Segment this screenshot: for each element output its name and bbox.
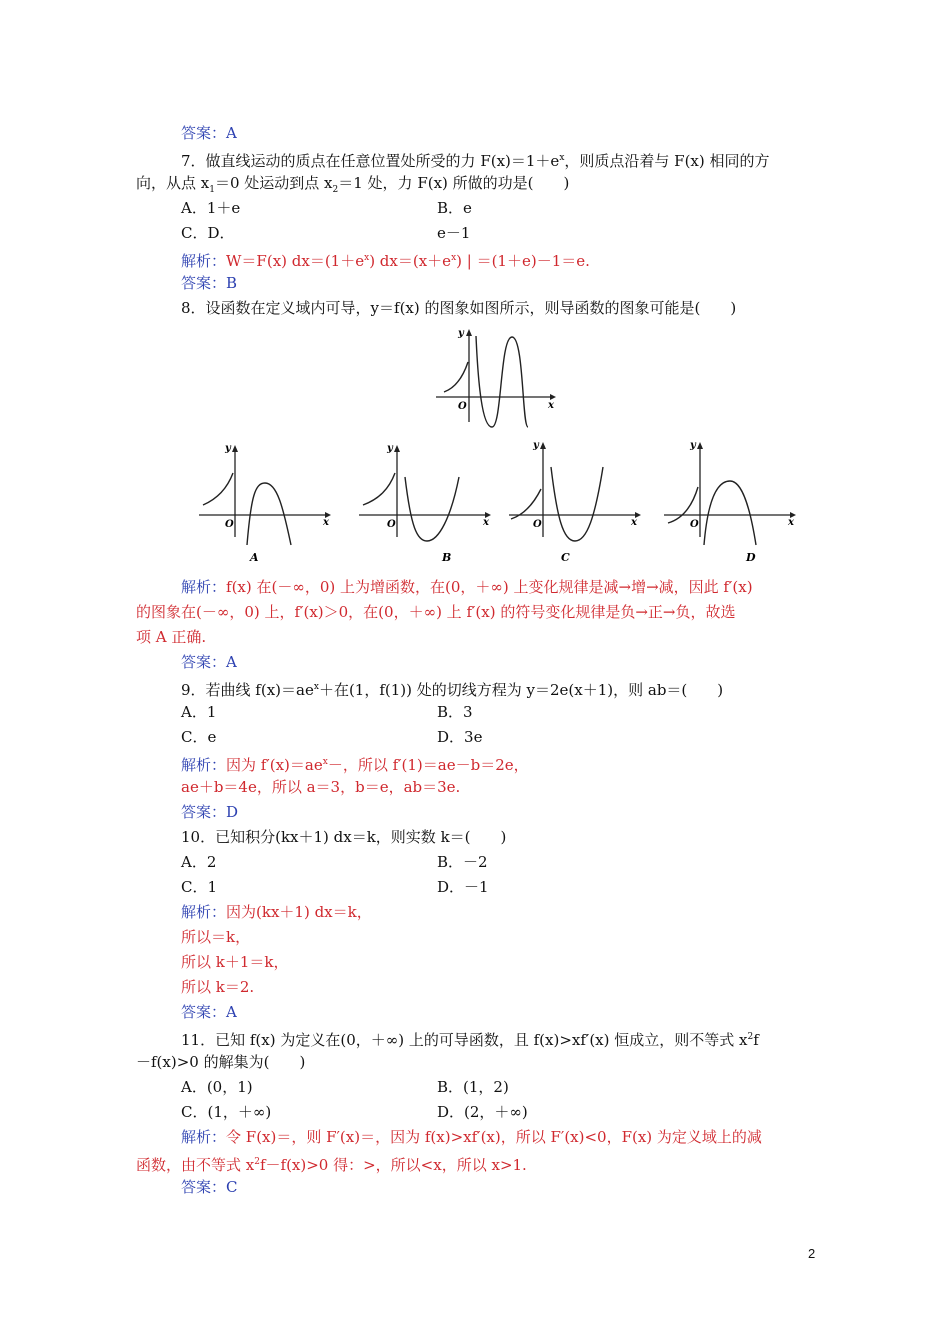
q9-analysis-b: －，所以 f′(1)＝ae－b＝2e， xyxy=(327,756,529,774)
q7-option-a: A．1＋e xyxy=(181,199,241,217)
q11-option-d: D．(2，＋∞) xyxy=(437,1103,528,1121)
q10-option-d: D．－1 xyxy=(437,878,489,896)
graph-c-x-label: x xyxy=(631,517,637,528)
q10-option-b: B．－2 xyxy=(437,853,488,871)
q7-analysis-a: W＝F(x) dx＝(1＋e xyxy=(226,252,365,270)
graph-a-y-arrow xyxy=(232,445,238,452)
answer-q8: 答案：A xyxy=(181,653,237,671)
q9-option-b: B．3 xyxy=(437,703,473,721)
graph-option-c xyxy=(505,437,650,565)
graph-option-d xyxy=(660,437,805,565)
graph-a-y-label: y xyxy=(225,443,231,454)
graph-b-origin: O xyxy=(387,519,396,530)
q11-analysis-sup: 2 xyxy=(254,1157,260,1167)
question-7-line2 xyxy=(136,173,569,200)
graph-b-curve-left xyxy=(363,473,395,505)
q9-option-d: D．3e xyxy=(437,728,483,746)
q7-line2-c: ＝1 处，力 F(x) 所做的功是( ) xyxy=(338,174,570,192)
graph-d-curve-right xyxy=(704,481,756,545)
main-curve-right xyxy=(476,336,528,427)
q8-analysis-line2: 的图象在(－∞，0) 上，f′(x)＞0，在(0，＋∞) 上 f′(x) 的符号变化规律是负→正→负，故选 xyxy=(136,603,736,621)
main-function-graph xyxy=(430,322,570,430)
q7-sub1: 1 xyxy=(209,185,215,195)
graph-c-y-arrow xyxy=(540,442,546,449)
q11-analysis-text1: 令 F(x)＝，则 F′(x)＝，因为 f(x)>xf′(x)，所以 F′(x)<0，F(x) 为定义域上的减 xyxy=(226,1128,762,1146)
question-8-line1: 8．设函数在定义域内可导，y＝f(x) 的图象如图所示，则导函数的图象可能是( ) xyxy=(181,299,737,317)
graph-d-y-label: y xyxy=(690,440,696,451)
q9-analysis-line1 xyxy=(181,752,529,775)
q10-analysis-label: 解析： xyxy=(181,903,227,921)
question-7-line1 xyxy=(181,148,770,171)
q8-analysis-text1: f(x) 在(－∞，0) 上为增函数，在(0，＋∞) 上变化规律是减→增→减，因此 f′(x) xyxy=(226,578,753,596)
q7-text-b: ，则质点沿着与 F(x) 相同的方 xyxy=(564,152,770,170)
graph-c-y-label: y xyxy=(533,440,539,451)
q11-text-a: 11．已知 f(x) 为定义在(0，＋∞) 上的可导函数，且 f(x)>xf′(x) 恒成立，则不等式 x xyxy=(181,1031,748,1049)
q10-analysis-line1 xyxy=(181,902,372,922)
q11-analysis-line2-b: f－f(x)>0 得：>，所以<x，所以 x>1. xyxy=(259,1156,527,1174)
question-11-line1 xyxy=(181,1027,759,1050)
q7-analysis-label: 解析： xyxy=(181,252,227,270)
q9-text-b: ＋在(1，f(1)) 处的切线方程为 y＝2e(x＋1)，则 ab＝( ) xyxy=(318,681,724,699)
graph-a-curve-right xyxy=(247,483,291,545)
graph-option-a xyxy=(195,437,340,565)
graph-c-origin: O xyxy=(533,519,542,530)
q11-option-c: C．(1，＋∞) xyxy=(181,1103,272,1121)
q7-sup: x xyxy=(559,153,565,163)
q10-analysis-line4: 所以 k＝2. xyxy=(181,978,255,996)
q7-option-b: B．e xyxy=(437,199,472,217)
graph-d-origin: O xyxy=(690,519,699,530)
q9-text-a: 9．若曲线 f(x)＝ae xyxy=(181,681,314,699)
q7-sub2: 2 xyxy=(332,185,339,195)
q11-text-b: f xyxy=(753,1031,759,1049)
answer-q6: 答案：A xyxy=(181,124,237,142)
graph-b-curve-right xyxy=(405,477,459,541)
q11-option-b: B．(1，2) xyxy=(437,1078,509,1096)
q7-text-a: 7．做直线运动的质点在任意位置处所受的力 F(x)＝1＋e xyxy=(181,152,560,170)
q10-analysis-text1: 因为(kx＋1) dx＝k， xyxy=(226,903,372,921)
q11-sup: 2 xyxy=(747,1032,754,1042)
q7-analysis-c: ) | ＝(1＋e)－1＝e. xyxy=(456,252,590,270)
q8-analysis-label: 解析： xyxy=(181,578,227,596)
graph-b-y-arrow xyxy=(394,445,400,452)
q10-option-a: A．2 xyxy=(181,853,217,871)
q7-line2-a: 向，从点 x xyxy=(136,174,210,192)
q8-analysis-line3: 项 A 正确. xyxy=(136,628,207,646)
q7-analysis-b: ) dx＝(x＋e xyxy=(369,252,452,270)
main-y-arrow xyxy=(466,329,472,336)
q7-analysis-sup: x xyxy=(364,253,370,263)
question-11-line2: －f(x)>0 的解集为( ) xyxy=(136,1053,306,1071)
graph-b-y-label: y xyxy=(387,443,393,454)
q8-analysis-line1 xyxy=(181,577,753,597)
graph-a-x-label: x xyxy=(323,517,329,528)
q11-analysis-label: 解析： xyxy=(181,1128,227,1146)
graph-d-y-arrow xyxy=(697,442,703,449)
answer-q10: 答案：A xyxy=(181,1003,237,1021)
q7-option-c: C．D． xyxy=(181,224,235,242)
graph-option-b xyxy=(355,437,500,565)
q7-analysis-sup2: x xyxy=(451,253,457,263)
question-10-line1: 10．已知积分(kx＋1) dx＝k，则实数 k＝( ) xyxy=(181,828,507,846)
answer-q9: 答案：D xyxy=(181,803,239,821)
q9-analysis-label: 解析： xyxy=(181,756,227,774)
answer-q7: 答案：B xyxy=(181,274,238,292)
answer-q11: 答案：C xyxy=(181,1178,238,1196)
main-x-label: x xyxy=(548,400,554,411)
q7-line2-b: ＝0 处运动到点 x xyxy=(214,174,333,192)
q11-analysis-line2 xyxy=(136,1152,527,1175)
q11-analysis-line2-a: 函数，由不等式 x xyxy=(136,1156,255,1174)
q7-option-d: e－1 xyxy=(437,224,471,242)
q7-analysis xyxy=(181,248,590,271)
graph-a-curve-left xyxy=(203,473,233,505)
q9-sup: x xyxy=(313,682,319,692)
q9-option-c: C．e xyxy=(181,728,217,746)
main-y-label: y xyxy=(458,328,464,339)
question-9-line1 xyxy=(181,677,723,700)
graph-a-label: A xyxy=(250,551,259,564)
graph-a-origin: O xyxy=(225,519,234,530)
graph-d-x-label: x xyxy=(788,517,794,528)
main-origin-label: O xyxy=(458,401,467,412)
q9-analysis-sup: x xyxy=(322,757,328,767)
graph-b-x-label: x xyxy=(483,517,489,528)
graph-d-curve-left xyxy=(668,487,698,523)
graph-d-label: D xyxy=(746,551,756,564)
q9-option-a: A．1 xyxy=(181,703,217,721)
q11-option-a: A．(0，1) xyxy=(181,1078,253,1096)
graph-c-curve-right xyxy=(551,467,603,541)
q10-analysis-line2: 所以＝k， xyxy=(181,928,251,946)
q11-analysis-line1 xyxy=(181,1127,762,1147)
q9-analysis-a: 因为 f′(x)＝ae xyxy=(226,756,323,774)
q10-analysis-line3: 所以 k＋1＝k， xyxy=(181,953,289,971)
main-curve-left xyxy=(444,362,468,392)
q9-analysis-line2: ae＋b＝4e，所以 a＝3，b＝e，ab＝3e. xyxy=(181,778,461,796)
graph-b-label: B xyxy=(442,551,452,564)
q10-option-c: C．1 xyxy=(181,878,218,896)
graph-c-label: C xyxy=(561,551,570,564)
page-number: 2 xyxy=(808,1246,816,1261)
